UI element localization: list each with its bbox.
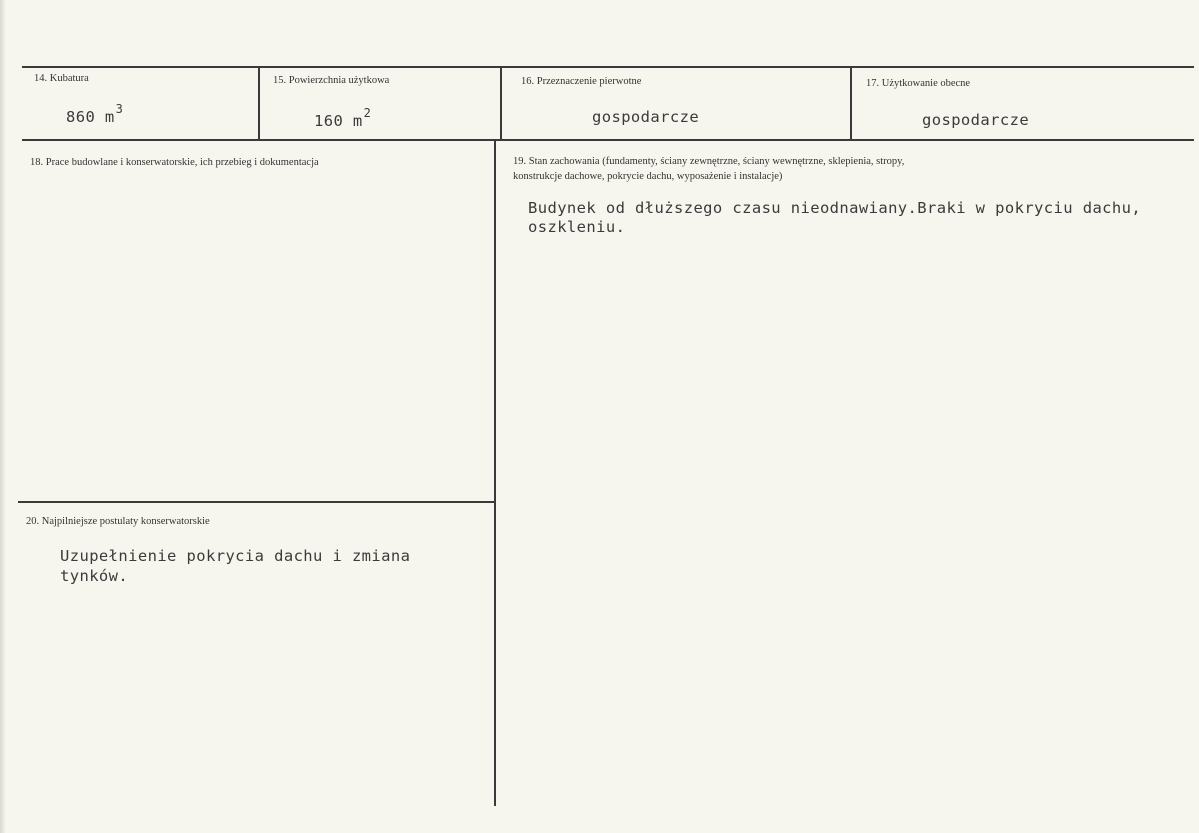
divider-14-15 — [258, 66, 260, 141]
field-14-label: 14. Kubatura — [34, 73, 89, 84]
field-15-exponent: 2 — [363, 106, 372, 120]
field-17-value: gospodarcze — [922, 111, 1030, 129]
divider-16-17 — [850, 66, 852, 141]
field-15-value — [314, 102, 371, 132]
row1-bottom-rule — [22, 139, 1194, 141]
divider-main — [494, 141, 496, 806]
field-15-value-text: 160 m — [314, 112, 363, 130]
card-edge-shadow — [0, 0, 6, 833]
field-17-label: 17. Użytkowanie obecne — [866, 78, 971, 89]
field-19-label-line2: konstrukcje dachowe, pokrycie dachu, wyposażenie i instalacje) — [513, 171, 783, 182]
field-16-label: 16. Przeznaczenie pierwotne — [521, 76, 642, 87]
field-19-label-line1: 19. Stan zachowania (fundamenty, ściany zewnętrzne, ściany wewnętrzne, sklepienia, stropy, — [513, 156, 905, 167]
field-18-label: 18. Prace budowlane i konserwatorskie, ich przebieg i dokumentacja — [30, 157, 319, 168]
divider-15-16 — [500, 66, 502, 141]
field-16-value: gospodarcze — [592, 108, 700, 126]
field-15-label: 15. Powierzchnia użytkowa — [273, 75, 390, 86]
field-14-value-text: 860 m — [66, 108, 115, 126]
field-20-text-line2: tynków. — [60, 567, 129, 585]
field-14-exponent: 3 — [115, 102, 124, 116]
field-20-label: 20. Najpilniejsze postulaty konserwatorskie — [26, 516, 210, 527]
field-14-value — [66, 98, 123, 128]
field-19-text-line1: Budynek od dłuższego czasu nieodnawiany.Braki w pokryciu dachu, — [528, 199, 1142, 217]
field-20-text-line1: Uzupełnienie pokrycia dachu i zmiana — [60, 547, 411, 565]
top-rule — [22, 66, 1194, 68]
field-19-text-line2: oszkleniu. — [528, 218, 626, 236]
section-18-20-rule — [18, 501, 495, 503]
